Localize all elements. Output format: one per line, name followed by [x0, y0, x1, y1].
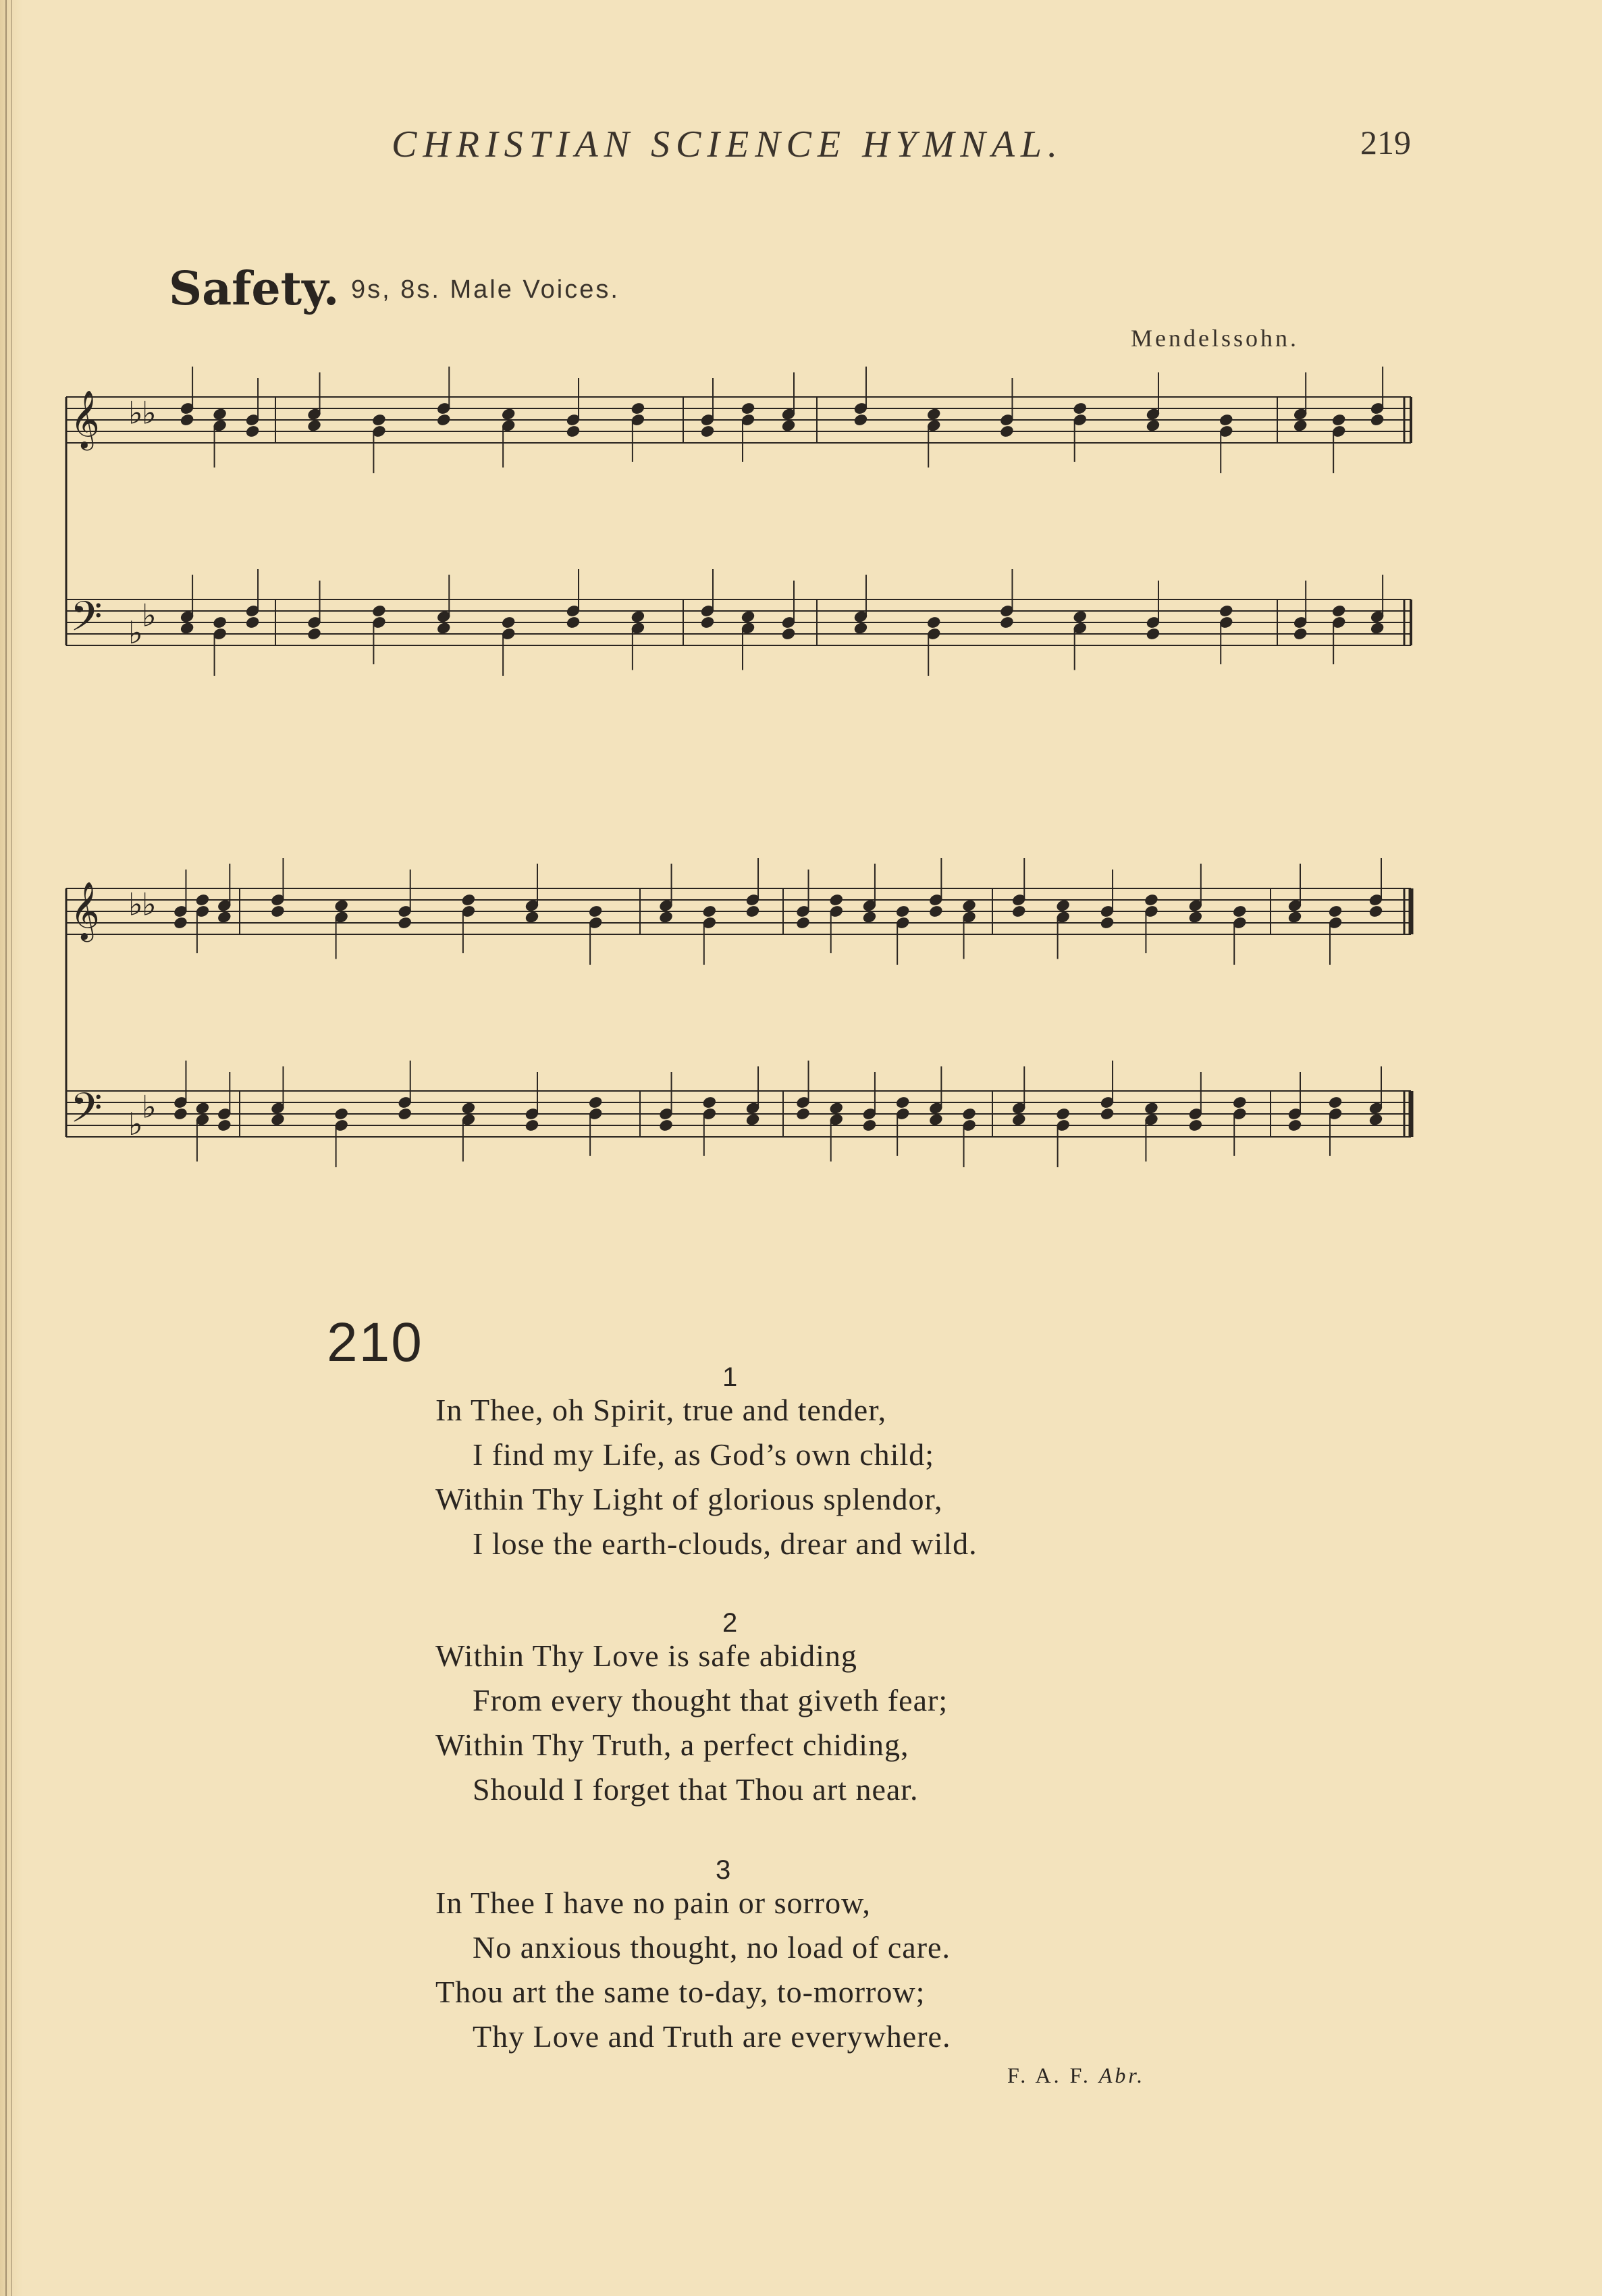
- note-head: [928, 1113, 943, 1126]
- note-head: [1331, 604, 1346, 618]
- note-head: [1100, 1107, 1115, 1121]
- note-head: [1287, 1119, 1302, 1132]
- note-head: [700, 425, 715, 438]
- note-head: [217, 1119, 232, 1132]
- note-head: [245, 616, 260, 629]
- note-head: [1144, 1101, 1158, 1115]
- note-head: [195, 893, 210, 907]
- note-head: [1370, 413, 1385, 427]
- note-head: [741, 402, 755, 415]
- tune-name: Safety.: [169, 262, 340, 316]
- note-head: [588, 1096, 603, 1109]
- note-head: [270, 905, 285, 918]
- verse-line: No anxious thought, no load of care.: [473, 1930, 951, 1965]
- note-head: [961, 1107, 976, 1121]
- note-head: [525, 910, 539, 924]
- treble-clef-icon: 𝄞: [70, 390, 100, 448]
- note-head: [781, 627, 796, 641]
- note-head: [862, 1119, 877, 1132]
- verse-line: In Thee I have no pain or sorrow,: [435, 1886, 871, 1920]
- flat-icon: ♭: [128, 614, 143, 651]
- note-head: [631, 402, 645, 415]
- note-head: [436, 621, 451, 635]
- note-head: [173, 916, 188, 930]
- note-head: [1188, 910, 1203, 924]
- note-head: [795, 1107, 810, 1121]
- note-head: [631, 610, 645, 623]
- note-head: [700, 616, 715, 629]
- note-head: [853, 621, 868, 635]
- note-head: [436, 413, 451, 427]
- hymn-credit: [1007, 2063, 1145, 2088]
- note-head: [212, 407, 227, 421]
- note-head: [928, 905, 943, 918]
- flat-icon: ♭: [128, 394, 143, 431]
- stanza-number: 3: [716, 1855, 731, 1885]
- note-head: [1100, 916, 1115, 930]
- treble-clef-icon: 𝄞: [70, 881, 100, 940]
- note-head: [306, 627, 321, 641]
- note-head: [270, 1113, 285, 1126]
- note-head: [461, 1101, 476, 1115]
- note-head: [895, 905, 910, 918]
- note-head: [245, 425, 260, 438]
- note-head: [1370, 621, 1385, 635]
- note-head: [1219, 413, 1233, 427]
- note-head: [1293, 419, 1308, 432]
- composer: Mendelssohn.: [1131, 325, 1299, 352]
- verse-line: Thou art the same to-day, to-morrow;: [435, 1975, 926, 2009]
- note-head: [1331, 413, 1346, 427]
- note-head: [501, 616, 516, 629]
- note-head: [1293, 627, 1308, 641]
- note-head: [398, 916, 412, 930]
- note-head: [1219, 604, 1233, 618]
- note-head: [999, 616, 1014, 629]
- stanza-number: 1: [722, 1362, 738, 1392]
- note-head: [961, 899, 976, 912]
- bass-clef-icon: 𝄢: [70, 592, 103, 651]
- bass-clef-icon: 𝄢: [70, 1084, 103, 1142]
- note-head: [702, 1096, 717, 1109]
- note-head: [795, 916, 810, 930]
- note-head: [333, 899, 348, 912]
- note-head: [741, 610, 755, 623]
- note-head: [1328, 1096, 1343, 1109]
- note-head: [525, 1119, 539, 1132]
- note-head: [1368, 905, 1383, 918]
- note-head: [1146, 627, 1160, 641]
- stanza-number: 2: [722, 1608, 738, 1638]
- verse-line: I find my Life, as God’s own child;: [473, 1437, 935, 1472]
- note-head: [180, 621, 194, 635]
- flat-icon: ♭: [142, 1088, 157, 1125]
- note-head: [306, 419, 321, 432]
- note-head: [1232, 1096, 1247, 1109]
- note-head: [895, 1096, 910, 1109]
- note-head: [371, 604, 386, 618]
- note-head: [566, 425, 581, 438]
- note-head: [195, 1101, 210, 1115]
- verse-line: Thy Love and Truth are everywhere.: [473, 2019, 951, 2054]
- note-head: [1011, 905, 1026, 918]
- note-head: [829, 893, 844, 907]
- note-head: [398, 1107, 412, 1121]
- note-head: [1287, 910, 1302, 924]
- flat-icon: ♭: [142, 597, 157, 634]
- note-head: [926, 407, 941, 421]
- note-head: [658, 910, 673, 924]
- note-head: [781, 419, 796, 432]
- page-number: 219: [1360, 124, 1411, 161]
- note-head: [926, 616, 941, 629]
- note-head: [180, 413, 194, 427]
- credit-abbreviation: Abr.: [1098, 2063, 1146, 2087]
- verse-line: In Thee, oh Spirit, true and tender,: [435, 1393, 887, 1427]
- flat-icon: ♭: [142, 394, 157, 431]
- note-head: [1011, 1113, 1026, 1126]
- verse-line: I lose the earth-clouds, drear and wild.: [473, 1526, 978, 1561]
- note-head: [566, 616, 581, 629]
- note-head: [588, 905, 603, 918]
- flat-icon: ♭: [128, 886, 143, 923]
- note-head: [1232, 905, 1247, 918]
- note-head: [829, 1101, 844, 1115]
- note-head: [173, 1107, 188, 1121]
- verse-line: Within Thy Love is safe abiding: [435, 1638, 857, 1673]
- hymn-number: 210: [327, 1312, 423, 1373]
- note-head: [333, 1107, 348, 1121]
- note-head: [501, 407, 516, 421]
- note-head: [853, 413, 868, 427]
- note-head: [1188, 1119, 1203, 1132]
- verse-line: Within Thy Light of glorious splendor,: [435, 1482, 943, 1516]
- verse-line: From every thought that giveth fear;: [473, 1683, 949, 1717]
- note-head: [1144, 893, 1158, 907]
- note-head: [702, 905, 717, 918]
- verse-line: Should I forget that Thou art near.: [473, 1772, 919, 1807]
- note-head: [862, 910, 877, 924]
- note-head: [658, 1119, 673, 1132]
- note-head: [217, 910, 232, 924]
- tune-meter: 9s, 8s. Male Voices.: [351, 275, 620, 304]
- note-head: [1073, 402, 1088, 415]
- note-head: [1146, 419, 1160, 432]
- flat-icon: ♭: [128, 1106, 143, 1142]
- note-head: [1056, 899, 1071, 912]
- note-head: [461, 893, 476, 907]
- note-head: [212, 616, 227, 629]
- note-head: [1056, 1107, 1071, 1121]
- verse-line: Within Thy Truth, a perfect chiding,: [435, 1728, 909, 1762]
- note-head: [1328, 905, 1343, 918]
- note-head: [745, 905, 760, 918]
- note-head: [371, 413, 386, 427]
- running-head: CHRISTIAN SCIENCE HYMNAL.: [392, 124, 1064, 165]
- note-head: [999, 425, 1014, 438]
- flat-icon: ♭: [142, 886, 157, 923]
- note-head: [1368, 1113, 1383, 1126]
- note-head: [1073, 610, 1088, 623]
- note-head: [745, 1113, 760, 1126]
- credit-author: F. A. F.: [1007, 2063, 1091, 2087]
